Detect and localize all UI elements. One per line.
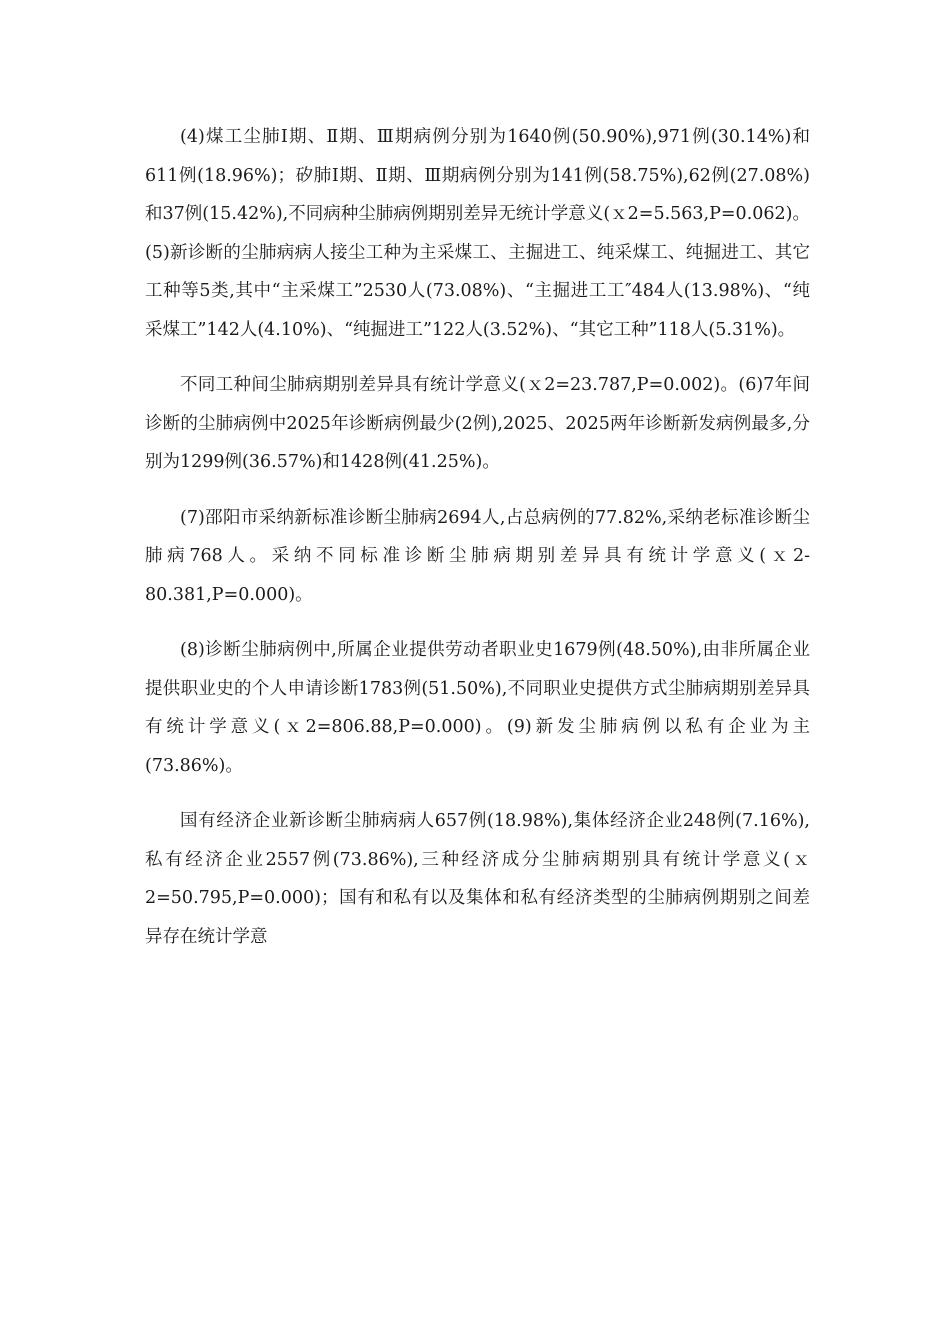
- paragraph-diagnosis-standard: (7)邵阳市采纳新标准诊断尘肺病2694人,占总病例的77.82%,采纳老标准诊断尘肺病768人。采纳不同标准诊断尘肺病期别差异具有统计学意义(ｘ2-80.381,P=0.000)。: [145, 507, 810, 605]
- paragraph-job-type-significance: 不同工种间尘肺病期别差异具有统计学意义(ｘ2=23.787,P=0.002)。(6)7年间诊断的尘肺病例中2025年诊断病例最少(2例),2025、2025两年诊断新发病例最多,分别为1299例(36.57%)和1428例(41.25%)。: [145, 375, 810, 472]
- paragraph-economic-type: 国有经济企业新诊断尘肺病病人657例(18.98%),集体经济企业248例(7.16%),私有经济企业2557例(73.86%),三种经济成分尘肺病期别具有统计学意义(ｘ2=50.795,P=0.000)；国有和私有以及集体和私有经济类型的尘肺病例期别之间差异存在统计学意: [145, 811, 810, 947]
- paragraph-pneumoconiosis-stages: (4)煤工尘肺Ⅰ期、Ⅱ期、Ⅲ期病例分别为1640例(50.90%),971例(30.14%)和611例(18.96%)；矽肺Ⅰ期、Ⅱ期、Ⅲ期病例分别为141例(58.75%),62例(27.08%)和37例(15.42%),不同病种尘肺病例期别差异无统计学意义(ｘ2=5.563,P=0.062)。(5)新诊断的尘肺病病人接尘工种为主采煤工、主掘进工、纯采煤工、纯掘进工、其它工种等5类,其中“主采煤工”2530人(73.08%)、“主掘进工工″484人(13.98%)、“纯采煤工”142人(4.10%)、“纯掘进工”122人(3.52%)、“其它工种”118人(5.31%)。: [145, 127, 810, 340]
- document-page: [145, 118, 810, 956]
- paragraph-occupational-history: (8)诊断尘肺病例中,所属企业提供劳动者职业史1679例(48.50%),由非所属企业提供职业史的个人申请诊断1783例(51.50%),不同职业史提供方式尘肺病期别差异具有统计学意义(ｘ2=806.88,P=0.000)。(9)新发尘肺病例以私有企业为主(73.86%)。: [145, 640, 810, 776]
